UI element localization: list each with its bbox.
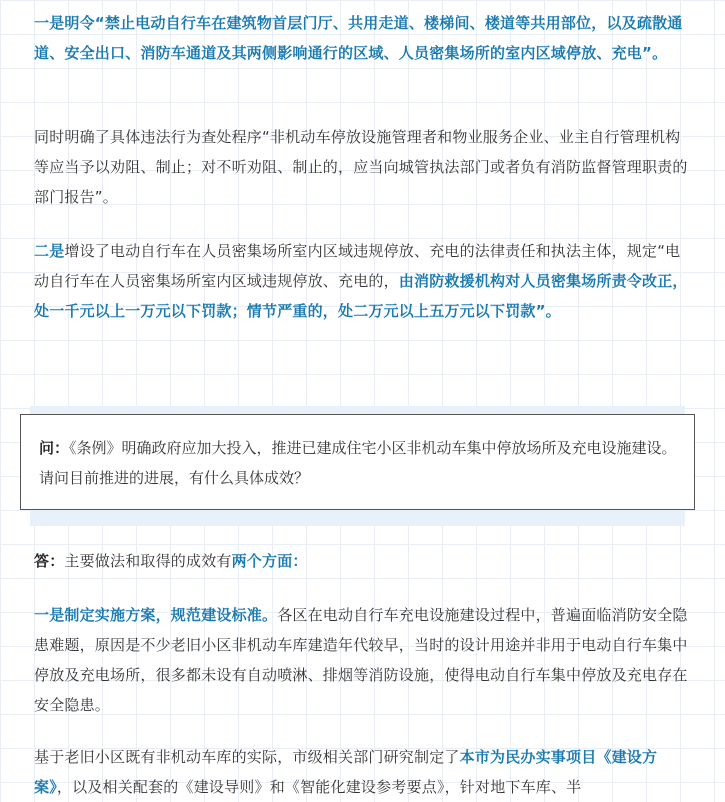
- second-point-text: 增设了电动自行车在人员密集场所室内区域违规停放、充电的法律责任和执法主体，规定“电动自行车在人员密集场所室内区域违规停放、充电的，: [34, 242, 681, 290]
- second-point-lead: 二是: [34, 242, 65, 260]
- construction-plan-text: 基于老旧小区既有非机动车库的实际，市级相关部门研究制定了: [34, 748, 460, 766]
- paragraph-procedure: [34, 122, 688, 212]
- procedure-text: 同时明确了具体违法行为查处程序“非机动车停放设施管理者和物业服务企业、业主自行管理机构等应当予以劝阻、制止；对不听劝阻、制止的，应当向城管执法部门或者负有消防监督管理职责的部门报告”。: [34, 128, 688, 206]
- question-content: [39, 433, 679, 493]
- paragraph-second-point: [34, 236, 688, 326]
- answer-emphasis: 两个方面：: [231, 552, 308, 570]
- answer-label: 答：: [34, 552, 65, 570]
- paragraph-construction-plan: [34, 742, 688, 802]
- question-box: [20, 414, 695, 510]
- answer-text: 主要做法和取得的成效有: [64, 552, 232, 570]
- first-point-text: 一是明令“禁止电动自行车在建筑物首层门厅、共用走道、楼梯间、楼道等共用部位，以及疏散通道、安全出口、消防车通道及其两侧影响通行的区域、人员密集场所的室内区域停放、充电”。: [34, 14, 683, 62]
- paragraph-first-point: [34, 8, 688, 68]
- paragraph-first-measure: [34, 600, 688, 720]
- question-label: 问：: [39, 439, 70, 457]
- first-measure-text: 各区在电动自行车充电设施建设过程中，普遍面临消防安全隐患难题，原因是不少老旧小区非机动车库建造年代较早，当时的设计用途并非用于电动自行车集中停放及充电场所，很多都未设有自动喷淋、排烟等消防设施，使得电动自行车集中停放及充电存在安全隐患。: [34, 606, 688, 714]
- first-measure-lead: 一是制定实施方案，规范建设标准。: [34, 606, 278, 624]
- question-text: 《条例》明确政府应加大投入，推进已建成住宅小区非机动车集中停放场所及充电设施建设。请问目前推进的进展，有什么具体成效？: [39, 439, 677, 487]
- construction-plan-text-continued: ，以及相关配套的《建设导则》和《智能化建设参考要点》，针对地下车库、半: [56, 778, 582, 796]
- construction-plan-emphasis: 本市为民办实事项目《建设方案》: [34, 748, 658, 796]
- paragraph-answer: [34, 546, 688, 576]
- second-point-emphasis: 由消防救援机构对人员密集场所责令改正，处一千元以上一万元以下罚款；情节严重的，处二万元以上五万元以下罚款”。: [34, 272, 688, 320]
